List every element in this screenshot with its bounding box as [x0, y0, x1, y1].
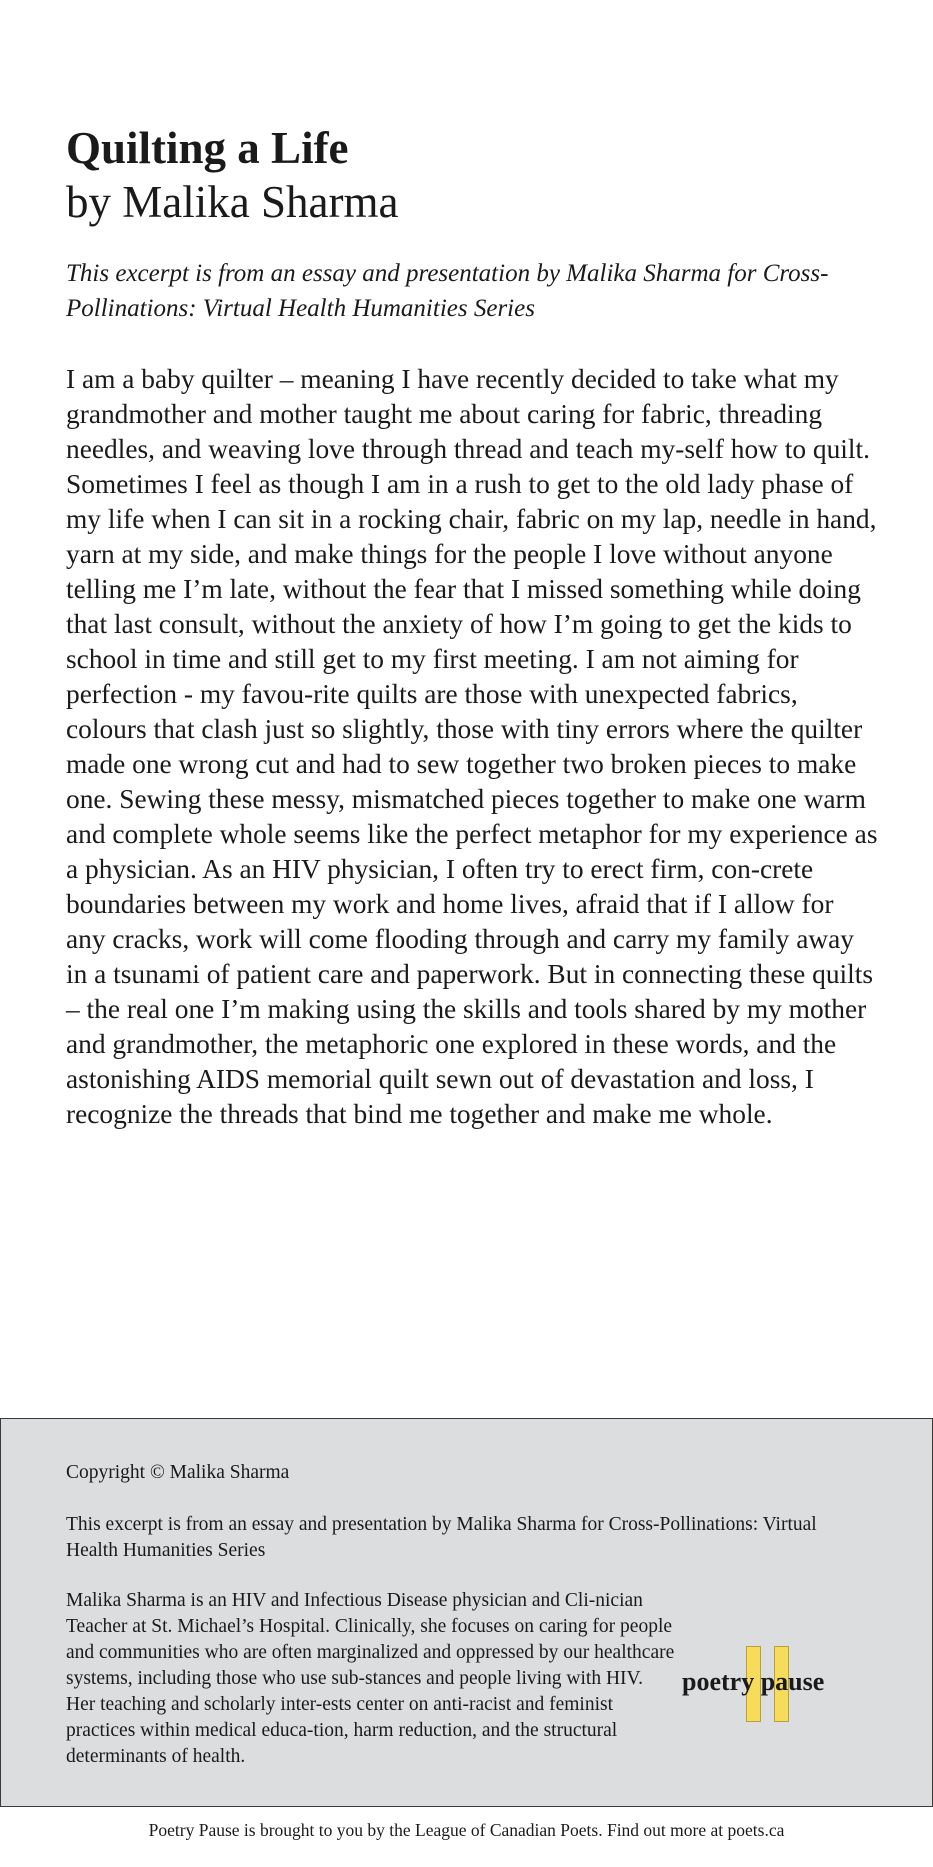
- poetry-pause-logo: [682, 1646, 852, 1724]
- intro-note: This excerpt is from an essay and presentation by Malika Sharma for Cross-Pollinations: Virtual Health Humanities Series: [66, 260, 829, 322]
- excerpt-body: I am a baby quilter – meaning I have recently decided to take what my grandmother and mother taught me about caring for fabric, threading needles, and weaving love through thread and teach my-self how to quilt. Sometimes I feel as though I am in a rush to get to the old lady phase of my life when I can sit in a rocking chair, fabric on my lap, needle in hand, yarn at my side, and make things for the people I love without anyone telling me I’m late, without the fear that I missed something while doing that last consult, without the anxiety of how I’m going to get the kids to school in time and still get to my first meeting. I am not aiming for perfection - my favou-rite quilts are those with unexpected fabrics, colours that clash just so slightly, those with tiny errors where the quilter made one wrong cut and had to sew together two broken pieces to make one. Sewing these messy, mismatched pieces together to make one warm and complete whole seems like the perfect metaphor for my experience as a physician. As an HIV physician, I often try to erect firm, con-crete boundaries between my work and home lives, afraid that if I allow for any cracks, work will come flooding through and carry my family away in a tsunami of patient care and paperwork. But in connecting these quilts – the real one I’m making using the skills and tools shared by my mother and grandmother, the metaphoric one explored in these words, and the astonishing AIDS memorial quilt sewn out of devastation and loss, I recognize the threads that bind me together and make me whole.: [66, 364, 878, 1129]
- poem-author: by Malika Sharma: [66, 177, 399, 227]
- poem-title: Quilting a Life: [66, 123, 349, 173]
- author-bio: Malika Sharma is an HIV and Infectious Disease physician and Cli-nician Teacher at St. Michael’s Hospital. Clinically, she focuses on caring for people and communities who are often marginalized and oppressed by our healthcare systems, including those who use sub-stances and people living with HIV. Her teaching and scholarly inter-ests center on anti-racist and feminist practices within medical educa-tion, harm reduction, and the structural determinants of health.: [66, 1590, 675, 1767]
- logo-wordmark: poetry pause: [682, 1667, 825, 1696]
- copyright-notice: Copyright © Malika Sharma: [66, 1462, 290, 1483]
- footer-excerpt-note: This excerpt is from an essay and presentation by Malika Sharma for Cross-Pollinations: Virtual Health Humanities Series: [66, 1514, 817, 1561]
- credit-line: Poetry Pause is brought to you by the League of Canadian Poets. Find out more at poets.ca: [148, 1820, 785, 1840]
